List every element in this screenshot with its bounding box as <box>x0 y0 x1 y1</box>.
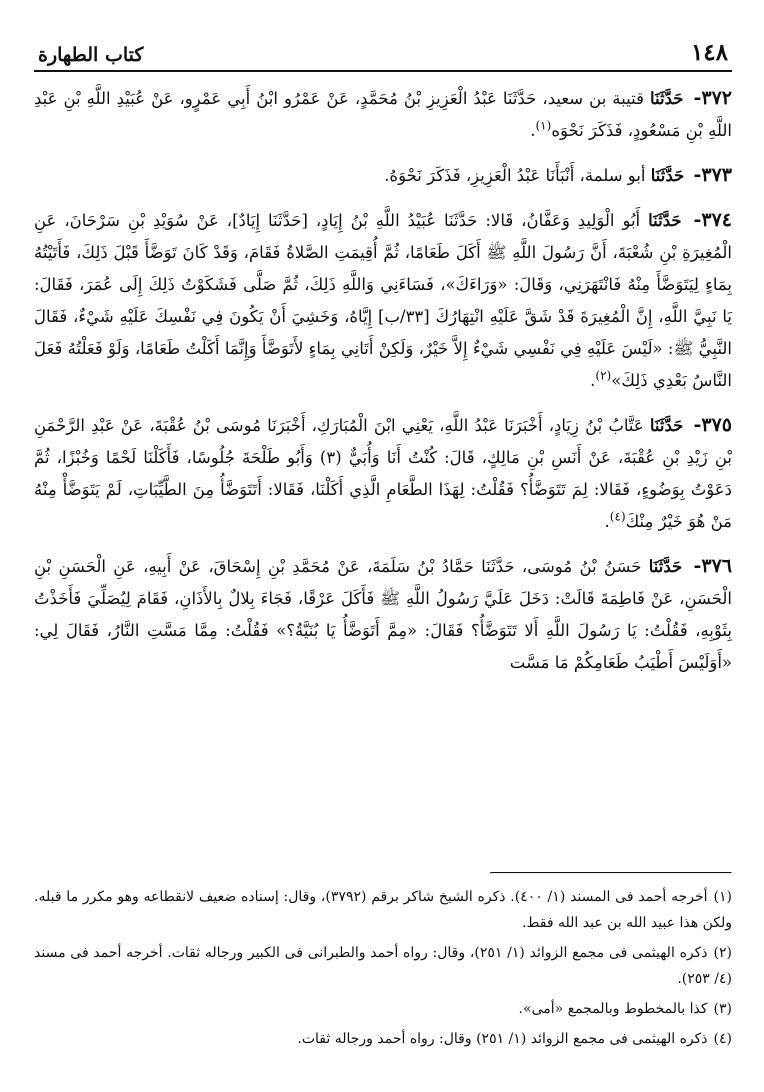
hadith-374 <box>34 204 732 397</box>
hadith-number: ٣٧٥- <box>693 414 732 436</box>
footnote-ref: (١) <box>535 118 552 133</box>
footnote-ref: (٤) <box>609 509 626 524</box>
hadith-lead: حَدَّثَنَا <box>650 89 684 108</box>
footnote-ref: (٢) <box>595 368 612 383</box>
page-body <box>34 82 732 679</box>
hadith-text: أبو سلمة، أَنْبَأَنَا عَبْدُ الْعَزِيزِ، فَذَكَرَ نَحْوَهُ. <box>384 166 646 185</box>
hadith-lead: حَدَّثَنَا <box>648 211 682 230</box>
footnote-number: (٢) <box>713 945 733 961</box>
footnote-text: ذكره الهيثمى فى مجمع الزوائد (١/ ٢٥١)، وقال: رواه أحمد والطبرانى فى الكبير ورجاله ثقات. أخرجه أحمد فى مسند (٤/ ٢٥٣). <box>34 945 732 987</box>
footnote-3 <box>34 996 732 1022</box>
hadith-373 <box>34 159 732 192</box>
hadith-tail: . <box>604 512 610 531</box>
footnote-4 <box>34 1026 732 1052</box>
footnote-divider <box>490 872 732 874</box>
footnote-text: ذكره الهيثمى فى مجمع الزوائد (١/ ٢٥١) وقال: رواه أحمد ورجاله ثقات. <box>297 1031 708 1047</box>
hadith-lead: حَدَّثَنَا <box>650 166 685 185</box>
hadith-number: ٣٧٢- <box>693 87 732 109</box>
footnotes <box>34 884 732 1056</box>
hadith-text: حَسَنُ بْنُ مُوسَى، حَدَّثَنَا حَمَّادُ بْنُ سَلَمَةَ، عَنْ مُحَمَّدِ بْنِ إِسْحَاقَ، عَنْ أَبِيهِ، عَنِ الْحَسَنِ بْنِ الْحَسَنِ، عَنْ فَاطِمَةَ قَالَتْ: دَخَلَ عَلَيَّ رَسُولُ اللَّهِ ﷺ فَأَكَلَ عَرْقًا، فَجَاءَ بِلالٌ بِالأَذَانِ، فَقَامَ لِيُصَلِّيَ فَأَخَذْتُ بِثَوْبِهِ، فَقُلْتُ: يَا رَسُولَ اللَّهِ أَلا تَتَوَضَّأُ؟ فَقَالَ: «مِمَّ أَتَوَضَّأُ يَا بُنَيَّةُ؟» فَقُلْتُ: مِمَّا مَسَّتِ النَّارُ، فَقَالَ لِي: «أَوَلَيْسَ أَطْيَبُ طَعَامِكُمْ مَا مَسَّت <box>34 557 732 672</box>
hadith-372 <box>34 82 732 147</box>
hadith-number: ٣٧٤- <box>693 209 733 231</box>
hadith-lead: حَدَّثَنَا <box>648 557 683 576</box>
hadith-376 <box>34 550 732 679</box>
footnote-text: كذا بالمخطوط وبالمجمع «أمى». <box>518 1001 708 1017</box>
hadith-text: أَبُو الْوَلِيدِ وَعَفَّانُ، قَالا: حَدَّثَنَا عُبَيْدُ اللَّهِ بْنُ إِيَادٍ، [حَدَّثَنَا إِيَادٌ]، عَنْ سُوَيْدِ بْنِ سَرْحَانَ، عَنِ الْمُغِيرَةِ بْنِ شُعْبَةَ، أَنَّ رَسُولَ اللَّهِ ﷺ أَكَلَ طَعَامًا، ثُمَّ أُقِيمَتِ الصَّلاةُ فَقَامَ، وَقَدْ كَانَ تَوَضَّأَ قَبْلَ ذَلِكَ، فَأَتَيْتُهُ بِمَاءٍ لِيَتَوَضَّأَ مِنْهُ فَانْتَهَرَنِي، وَقَالَ: «وَرَاءَكَ»، فَسَاءَنِي وَاللَّهِ ذَلِكَ، ثُمَّ صَلَّى فَشَكَوْتُ ذَلِكَ إِلَى عُمَرَ، فَقَالَ: يَا نَبِيَّ اللَّهِ، إِنَّ الْمُغِيرَةَ قَدْ شَقَّ عَلَيْهِ انْتِهَارُكَ [٣٣/ب] إِيَّاهُ، وَخَشِيَ أَنْ يَكُونَ فِي نَفْسِكَ عَلَيْهِ شَيْءٌ، فَقَالَ النَّبِيُّ ﷺ: «لَيْسَ عَلَيْهِ فِي نَفْسِي شَيْءٌ إِلاَّ خَيْرٌ، وَلَكِنْ أَتَانِي بِمَاءٍ لأَتَوَضَّأَ وَإِنَّمَا أَكَلْتُ طَعَامًا، وَلَوْ فَعَلْتُهُ فَعَلَ النَّاسُ بَعْدِي ذَلِكَ» <box>34 211 733 390</box>
hadith-text: قتيبة بن سعيد، حَدَّثَنَا عَبْدُ الْعَزِيزِ بْنُ مُحَمَّدٍ، عَنْ عَمْرُو ابْنُ أَبِي عَمْرٍو، عَنْ عُبَيْدِ اللَّهِ بْنِ عَبْدِ اللَّهِ بْنِ مَسْعُودٍ، فَذَكَرَ نَحْوَه <box>34 89 732 140</box>
page-header <box>34 32 732 72</box>
footnote-1 <box>34 884 732 936</box>
hadith-text: عَتَّابُ بْنُ زِيَادٍ، أَخْبَرَنَا عَبْدُ اللَّهِ، يَعْنِي ابْنَ الْمُبَارَكِ، أَخْبَرَنَا مُوسَى بْنُ عُقْبَةَ، عَنْ عَبْدِ الرَّحْمَنِ بْنِ زَيْدِ بْنِ عُقْبَةَ، عَنْ أَنَسِ بْنِ مَالِكٍ، قَالَ: كُنْتُ أَنَا وَأُبَيٌّ (٣) وَأَبُو طَلْحَةَ جُلُوسًا، فَأَكَلْنَا لَحْمًا وَخُبْزًا، ثُمَّ دَعَوْتُ بِوَضُوءٍ، فَقَالا: لِمَ تَتَوَضَّأُ؟ فَقُلْتُ: لِهَذَا الطَّعَامِ الَّذِي أَكَلْنَا، فَقَالا: أَتَتَوَضَّأُ مِنَ الطَّيِّبَاتِ، لَمْ يَتَوَضَّأْ مِنْهُ مَنْ هُوَ خَيْرٌ مِنْكَ <box>34 416 732 531</box>
footnote-2 <box>34 940 732 992</box>
footnote-text: أخرجه أحمد فى المسند (١/ ٤٠٠). ذكره الشيخ شاكر برقم (٣٧٩٢)، وقال: إسناده ضعيف لانقطاعه وهو مكرر ما قبله. ولكن هذا عبيد الله بن عبد الله فقط. <box>34 889 732 931</box>
hadith-tail: . <box>530 121 536 140</box>
hadith-number: ٣٧٣- <box>693 164 732 186</box>
hadith-number: ٣٧٦- <box>693 555 733 577</box>
footnote-number: (١) <box>713 889 732 905</box>
hadith-375 <box>34 409 732 538</box>
book-page <box>34 32 733 1047</box>
footnote-number: (٣) <box>713 1001 732 1017</box>
hadith-lead: حَدَّثَنَا <box>649 416 684 435</box>
footnote-number: (٤) <box>713 1031 732 1047</box>
page-title: كتاب الطهارة <box>38 44 144 66</box>
page-number: ١٤٨ <box>690 39 728 66</box>
hadith-tail: . <box>590 371 596 390</box>
